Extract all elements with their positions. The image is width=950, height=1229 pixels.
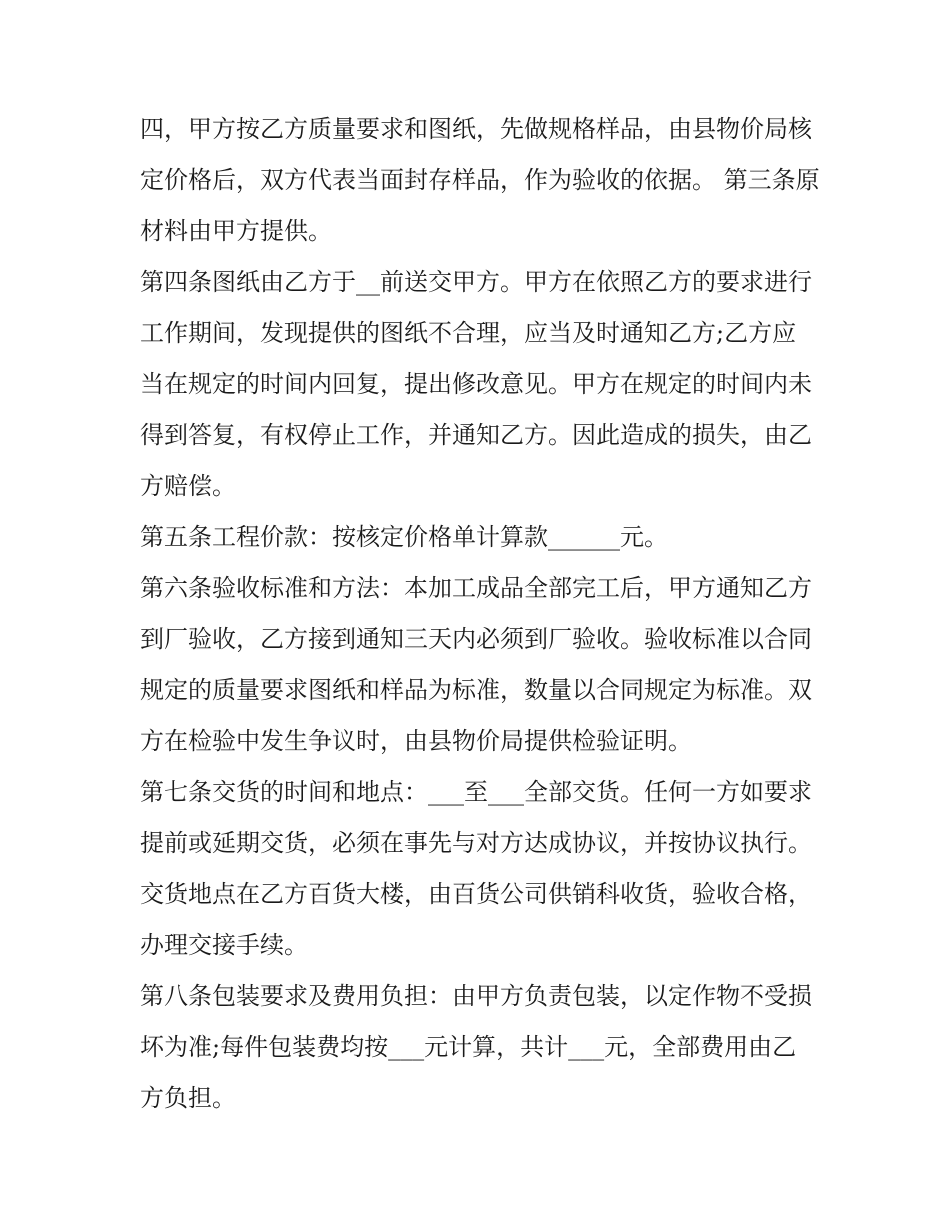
paragraph-article-4-drawings: 第四条图纸由乙方于__前送交甲方。甲方在依照乙方的要求进行工作期间，发现提供的图纸不合理，应当及时通知乙方;乙方应当在规定的时间内回复，提出修改意见。甲方在规定的时间内未得到答复，有权停止工作，并通知乙方。因此造成的损失，由乙方赔偿。: [140, 268, 812, 500]
paragraph-article-7-delivery: 第七条交货的时间和地点：___至___全部交货。任何一方如要求提前或延期交货，必须在事先与对方达成协议，并按协议执行。交货地点在乙方百货大楼，由百货公司供销科收货，验收合格，办理交接手续。: [140, 778, 812, 959]
document-body: [140, 104, 820, 1124]
paragraph-article-8-packaging: 第八条包装要求及费用负担：由甲方负责包装，以定作物不受损坏为准;每件包装费均按___元计算，共计___元，全部费用由乙方负担。: [140, 982, 812, 1112]
paragraph-article-6-acceptance: 第六条验收标准和方法：本加工成品全部完工后，甲方通知乙方到厂验收，乙方接到通知三天内必须到厂验收。验收标准以合同规定的质量要求图纸和样品为标准，数量以合同规定为标准。双方在检验中发生争议时，由县物价局提供检验证明。: [140, 574, 812, 755]
paragraph-article-5-price: 第五条工程价款：按核定价格单计算款______元。: [140, 523, 668, 551]
paragraph-sample-and-materials: 四，甲方按乙方质量要求和图纸，先做规格样品，由县物价局核定价格后，双方代表当面封存样品，作为验收的依据。 第三条原材料由甲方提供。: [140, 115, 820, 245]
